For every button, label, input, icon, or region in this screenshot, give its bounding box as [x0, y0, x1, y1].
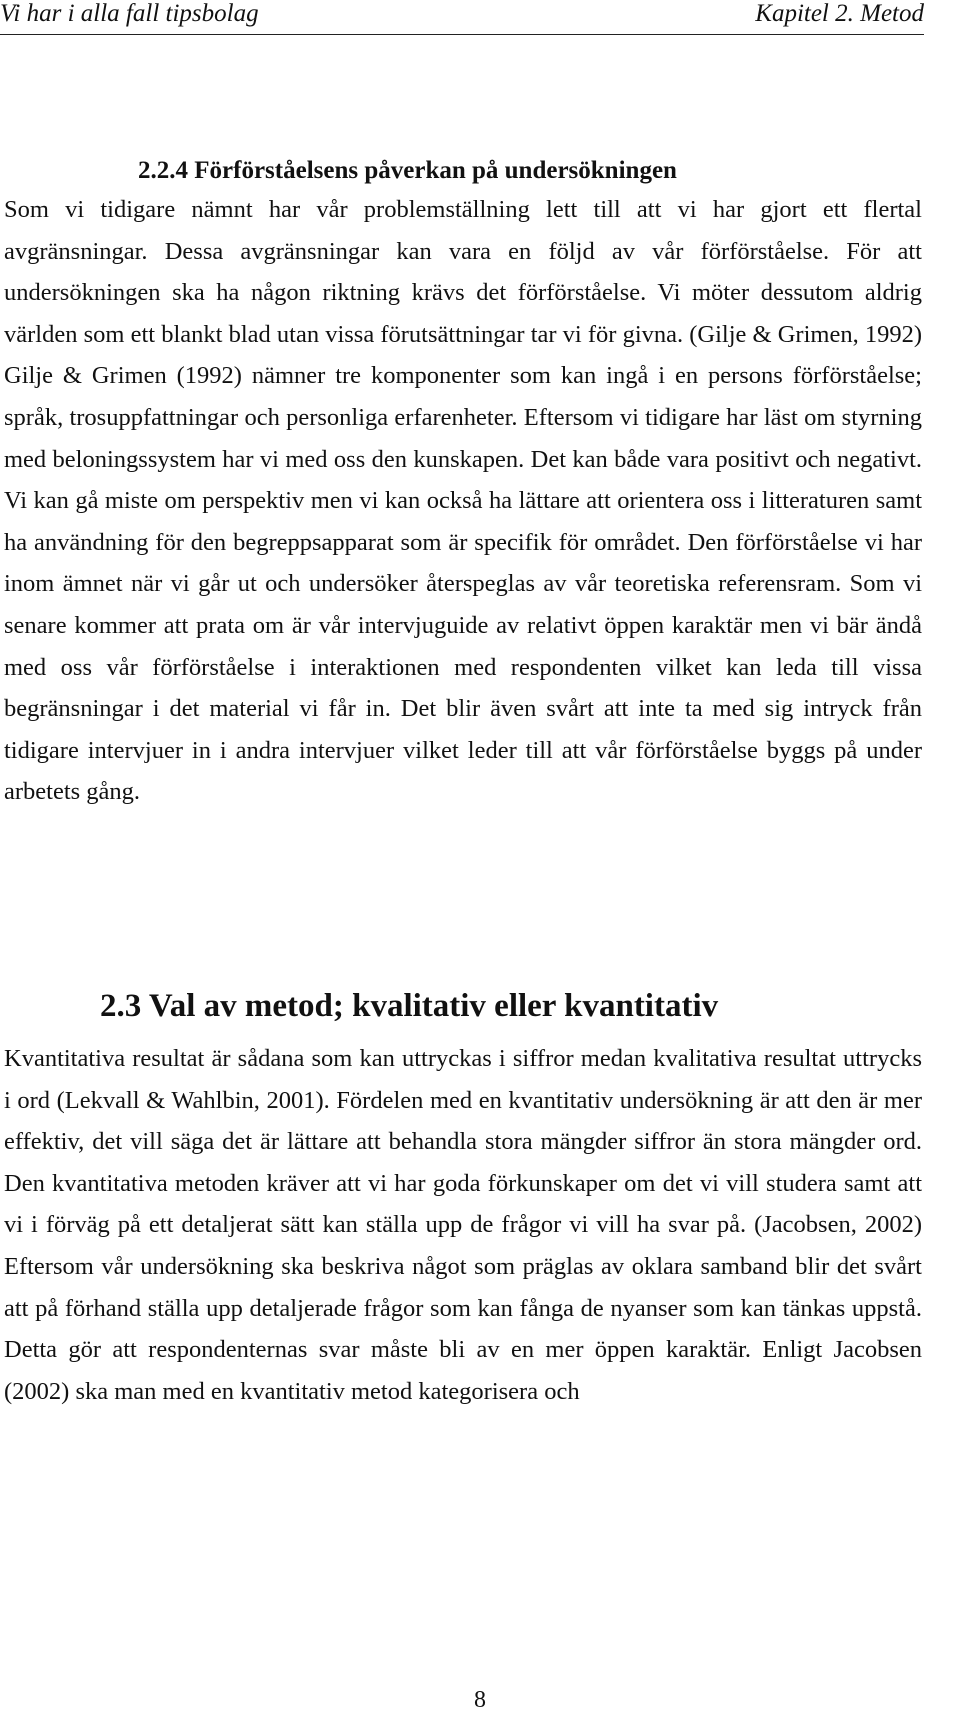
header-chapter-title: Kapitel 2. Metod	[755, 0, 924, 27]
chapter-heading: 2.3 Val av metod; kvalitativ eller kvantitativ	[100, 988, 719, 1024]
page-number: 8	[474, 1687, 486, 1713]
header-document-title: Vi har i alla fall tipsbolag	[0, 0, 259, 27]
chapter-paragraph: Kvantitativa resultat är sådana som kan uttryckas i siffror medan kvalitativa resultat uttrycks i ord (Lekvall & Wahlbin, 2001). Fördelen med en kvantitativ undersökning är att den är mer effektiv, det vill säga det är lättare att behandla stora mängder siffror än stora mängder ord. Den kvantitativa metoden kräver att vi har goda förkunskaper om det vi vill studera samt att vi i förväg på ett detaljerat sätt kan ställa upp de frågor vi vill ha svar på. (Jacobsen, 2002) Eftersom vår undersökning ska beskriva något som präglas av oklara samband blir det svårt att på förhand ställa upp detaljerade frågor som kan fånga de nyanser som kan tänkas uppstå. Detta gör att respondenternas svar måste bli av en mer öppen karaktär. Enligt Jacobsen (2002) ska man med en kvantitativ metod kategorisera och	[4, 1045, 922, 1405]
section-heading: 2.2.4 Förförståelsens påverkan på undersökningen	[138, 157, 677, 184]
running-header	[0, 0, 924, 35]
section-paragraph: Som vi tidigare nämnt har vår problemställning lett till att vi har gjort ett flertal avgränsningar. Dessa avgränsningar kan vara en följd av vår förförståelse. För att undersökningen ska ha någon riktning krävs det förförståelse. Vi möter dessutom aldrig världen som ett blankt blad utan vissa förutsättningar tar vi för givna. (Gilje & Grimen, 1992) Gilje & Grimen (1992) nämner tre komponenter som kan ingå i en persons förförståelse; språk, trosuppfattningar och personliga erfarenheter. Eftersom vi tidigare har läst om styrning med beloningssystem har vi med oss den kunskapen. Det kan både vara positivt och negativt. Vi kan gå miste om perspektiv men vi kan också ha lättare att orientera oss i litteraturen samt ha användning för den begreppsapparat som är specifik för området. Den förförståelse vi har inom ämnet när vi går ut och undersöker återspeglas av vår teoretiska referensram. Som vi senare kommer att prata om är vår intervjuguide av relativt öppen karaktär men vi bär ändå med oss vår förförståelse i interaktionen med respondenten vilket kan leda till vissa begränsningar i det material vi får in. Det blir även svårt att inte ta med sig intryck från tidigare intervjuer in i andra intervjuer vilket leder till att vår förförståelse byggs på under arbetets gång.	[4, 196, 922, 806]
